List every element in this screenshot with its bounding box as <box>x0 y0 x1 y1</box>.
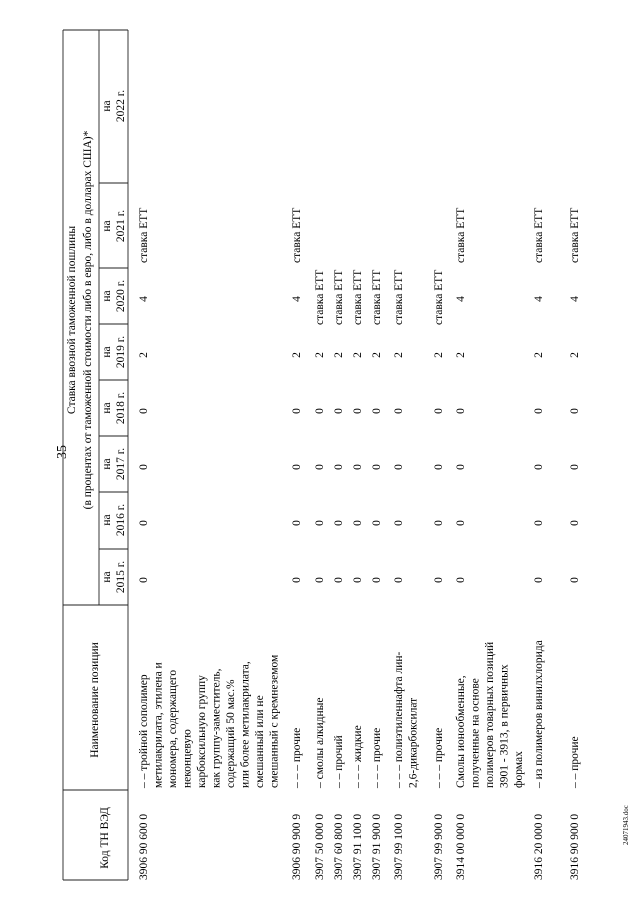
duty-rate-value: 0 <box>371 408 383 414</box>
hs-code: 3907 99 100 0 <box>393 813 405 880</box>
year-header-na: на <box>101 402 113 414</box>
position-name-line: 2,6-дикарбоксилат <box>407 697 420 788</box>
duty-rate-value: 0 <box>291 408 303 414</box>
position-name-line: – – прочие <box>569 736 581 788</box>
duty-rate-value: 0 <box>352 464 364 470</box>
hs-code: 3907 99 900 0 <box>433 813 445 880</box>
position-name-line: полученные на основе <box>469 678 482 788</box>
hs-code: 3907 50 000 0 <box>314 813 326 880</box>
rate-header-title: Ставка ввозной таможенной пошлины <box>66 225 78 415</box>
position-name-line: – – – жидкие <box>352 725 364 788</box>
position-name-line: содержащий 50 мас.% <box>225 679 237 788</box>
duty-rate-value: 0 <box>433 464 445 470</box>
duty-rate-value: 0 <box>455 520 467 526</box>
duty-rate-value: 0 <box>333 408 345 414</box>
duty-rate-value: ставка ЕТТ <box>352 269 364 325</box>
position-name-line: карбоксильную группу <box>196 675 208 788</box>
duty-rate-value: 0 <box>138 520 150 526</box>
duty-rate-value: 2 <box>371 352 383 358</box>
name-column-header: Наименование позиции <box>89 642 101 758</box>
page-number: 35 <box>55 445 70 459</box>
duty-rate-value: 0 <box>569 520 581 526</box>
duty-rate-value: 0 <box>352 408 364 414</box>
position-name-line: мономера, содержащего <box>167 669 179 788</box>
year-header-na: на <box>101 220 113 232</box>
position-name-line: – – тройной сополимер <box>138 674 150 788</box>
table-row <box>393 270 420 880</box>
duty-rate-value: 0 <box>455 408 467 414</box>
table-row <box>371 270 383 880</box>
duty-rate-value: 0 <box>433 408 445 414</box>
duty-rate-value: 0 <box>291 464 303 470</box>
position-name-line: – смолы алкидные <box>314 697 326 788</box>
table-row <box>455 208 525 880</box>
position-name-line: неконцевую <box>181 729 194 788</box>
table-row <box>352 270 364 880</box>
year-header-na: на <box>101 290 113 302</box>
duty-rate-value: 0 <box>333 577 345 583</box>
duty-rate-value: 0 <box>455 464 467 470</box>
position-name-line: или более метилакрилата, <box>239 661 252 788</box>
year-header-year: 2016 г. <box>115 503 127 537</box>
duty-rate-value: 0 <box>533 464 545 470</box>
year-header-year: 2019 г. <box>115 335 127 369</box>
duty-rate-value: 0 <box>393 577 405 583</box>
position-name-line: – – – полиэтиленнафта лин- <box>393 651 405 788</box>
duty-rate-value: 0 <box>314 464 326 470</box>
hs-code: 3914 00 000 0 <box>455 813 467 880</box>
duty-rate-value: 0 <box>433 577 445 583</box>
duty-rate-value: 0 <box>455 577 467 583</box>
duty-rate-value: 0 <box>393 520 405 526</box>
duty-rate-value: ставка ЕТТ <box>371 269 383 325</box>
duty-rate-value: 0 <box>333 464 345 470</box>
duty-rate-value: 0 <box>393 464 405 470</box>
table-row <box>314 270 326 880</box>
duty-rate-value: 0 <box>569 408 581 414</box>
duty-rate-value: 0 <box>533 520 545 526</box>
table-row <box>333 270 345 880</box>
footer-file-name: 24071943.doc <box>622 805 630 845</box>
duty-rate-value: 4 <box>533 296 545 302</box>
year-header-na: на <box>101 458 113 470</box>
duty-rate-value: 0 <box>569 464 581 470</box>
duty-rate-value: 2 <box>569 352 581 358</box>
duty-rate-value: 2 <box>352 352 364 358</box>
position-name-line: Смолы ионообменные, <box>455 675 467 788</box>
duty-rate-value: 0 <box>291 520 303 526</box>
duty-rate-value: ставка ЕТТ <box>393 269 405 325</box>
position-name-line: как группу-заместитель, <box>210 668 223 788</box>
position-name-line: формах <box>513 751 525 788</box>
position-name-line: смешанный с кремнеземом <box>268 654 281 788</box>
duty-rate-value: 4 <box>569 296 581 302</box>
year-header-year: 2015 г. <box>115 560 127 594</box>
duty-rate-value: 2 <box>433 352 445 358</box>
year-header-year: 2020 г. <box>115 279 127 313</box>
year-header-year: 2017 г. <box>115 447 127 481</box>
position-name-line: метилакрилата, этилена и <box>152 662 165 788</box>
duty-rate-value: 0 <box>371 577 383 583</box>
position-name-line: – – – прочие <box>371 727 383 788</box>
table-row <box>291 208 303 880</box>
rate-header-subtitle: (в процентах от таможенной стоимости либо в евро, либо в долларах США)* <box>82 130 94 510</box>
duty-rate-value: 4 <box>138 296 150 302</box>
duty-rate-value: ставка ЕТТ <box>533 207 545 263</box>
duty-rate-value: 2 <box>314 352 326 358</box>
code-column-header: Код ТН ВЭД <box>99 807 111 869</box>
duty-rate-value: ставка ЕТТ <box>138 207 150 263</box>
year-header-year: 2018 г. <box>115 391 127 425</box>
duty-rate-value: 4 <box>455 296 467 302</box>
hs-code: 3907 60 800 0 <box>333 813 345 880</box>
duty-rate-value: 0 <box>433 520 445 526</box>
duty-rate-value: 0 <box>371 520 383 526</box>
table-row <box>138 208 281 880</box>
duty-rate-value: ставка ЕТТ <box>333 269 345 325</box>
hs-code: 3907 91 100 0 <box>352 813 364 880</box>
duty-rate-value: 0 <box>393 408 405 414</box>
duty-rate-value: 0 <box>314 577 326 583</box>
position-name-line: – – прочий <box>333 735 345 788</box>
table-row <box>533 208 545 880</box>
duty-rate-value: ставка ЕТТ <box>433 269 445 325</box>
duty-rate-value: 2 <box>533 352 545 358</box>
duty-rate-value: 4 <box>291 296 303 302</box>
position-name-line: – из полимеров винилхлорида <box>533 640 545 788</box>
tariff-table <box>63 30 128 880</box>
duty-rate-value: ставка ЕТТ <box>291 207 303 263</box>
hs-code: 3906 90 900 9 <box>291 813 303 880</box>
hs-code: 3907 91 900 0 <box>371 813 383 880</box>
duty-rate-value: 0 <box>333 520 345 526</box>
duty-rate-value: 0 <box>314 408 326 414</box>
table-row <box>433 270 445 880</box>
hs-code: 3916 90 900 0 <box>569 813 581 880</box>
hs-code: 3916 20 000 0 <box>533 813 545 880</box>
duty-rate-value: 0 <box>291 577 303 583</box>
duty-rate-value: 0 <box>138 464 150 470</box>
table-row <box>569 208 581 880</box>
duty-rate-value: ставка ЕТТ <box>455 207 467 263</box>
duty-rate-value: ставка ЕТТ <box>314 269 326 325</box>
position-name-line: 3901 - 3913, в первичных <box>498 664 511 788</box>
year-header-na: на <box>101 514 113 526</box>
duty-rate-value: 0 <box>314 520 326 526</box>
position-name-line: полимеров товарных позиций <box>484 641 496 788</box>
duty-rate-value: 0 <box>533 408 545 414</box>
year-header-na: на <box>101 100 113 112</box>
duty-rate-value: 2 <box>393 352 405 358</box>
position-name-line: – – – прочие <box>291 727 303 788</box>
duty-rate-value: 0 <box>371 464 383 470</box>
year-header-year: 2022 г. <box>115 89 127 123</box>
duty-rate-value: ставка ЕТТ <box>569 207 581 263</box>
hs-code: 3906 90 600 0 <box>138 813 150 880</box>
duty-rate-value: 0 <box>352 577 364 583</box>
duty-rate-value: 0 <box>352 520 364 526</box>
duty-rate-value: 0 <box>138 577 150 583</box>
year-header-na: на <box>101 571 113 583</box>
year-header-na: на <box>101 346 113 358</box>
duty-rate-value: 0 <box>138 408 150 414</box>
duty-rate-value: 2 <box>333 352 345 358</box>
position-name-line: – – – прочие <box>433 727 445 788</box>
duty-rate-value: 0 <box>569 577 581 583</box>
duty-rate-value: 2 <box>138 352 150 358</box>
position-name-line: смешанный или не <box>254 695 266 788</box>
duty-rate-value: 2 <box>455 352 467 358</box>
duty-rate-value: 2 <box>291 352 303 358</box>
year-header-year: 2021 г. <box>115 209 127 243</box>
duty-rate-value: 0 <box>533 577 545 583</box>
